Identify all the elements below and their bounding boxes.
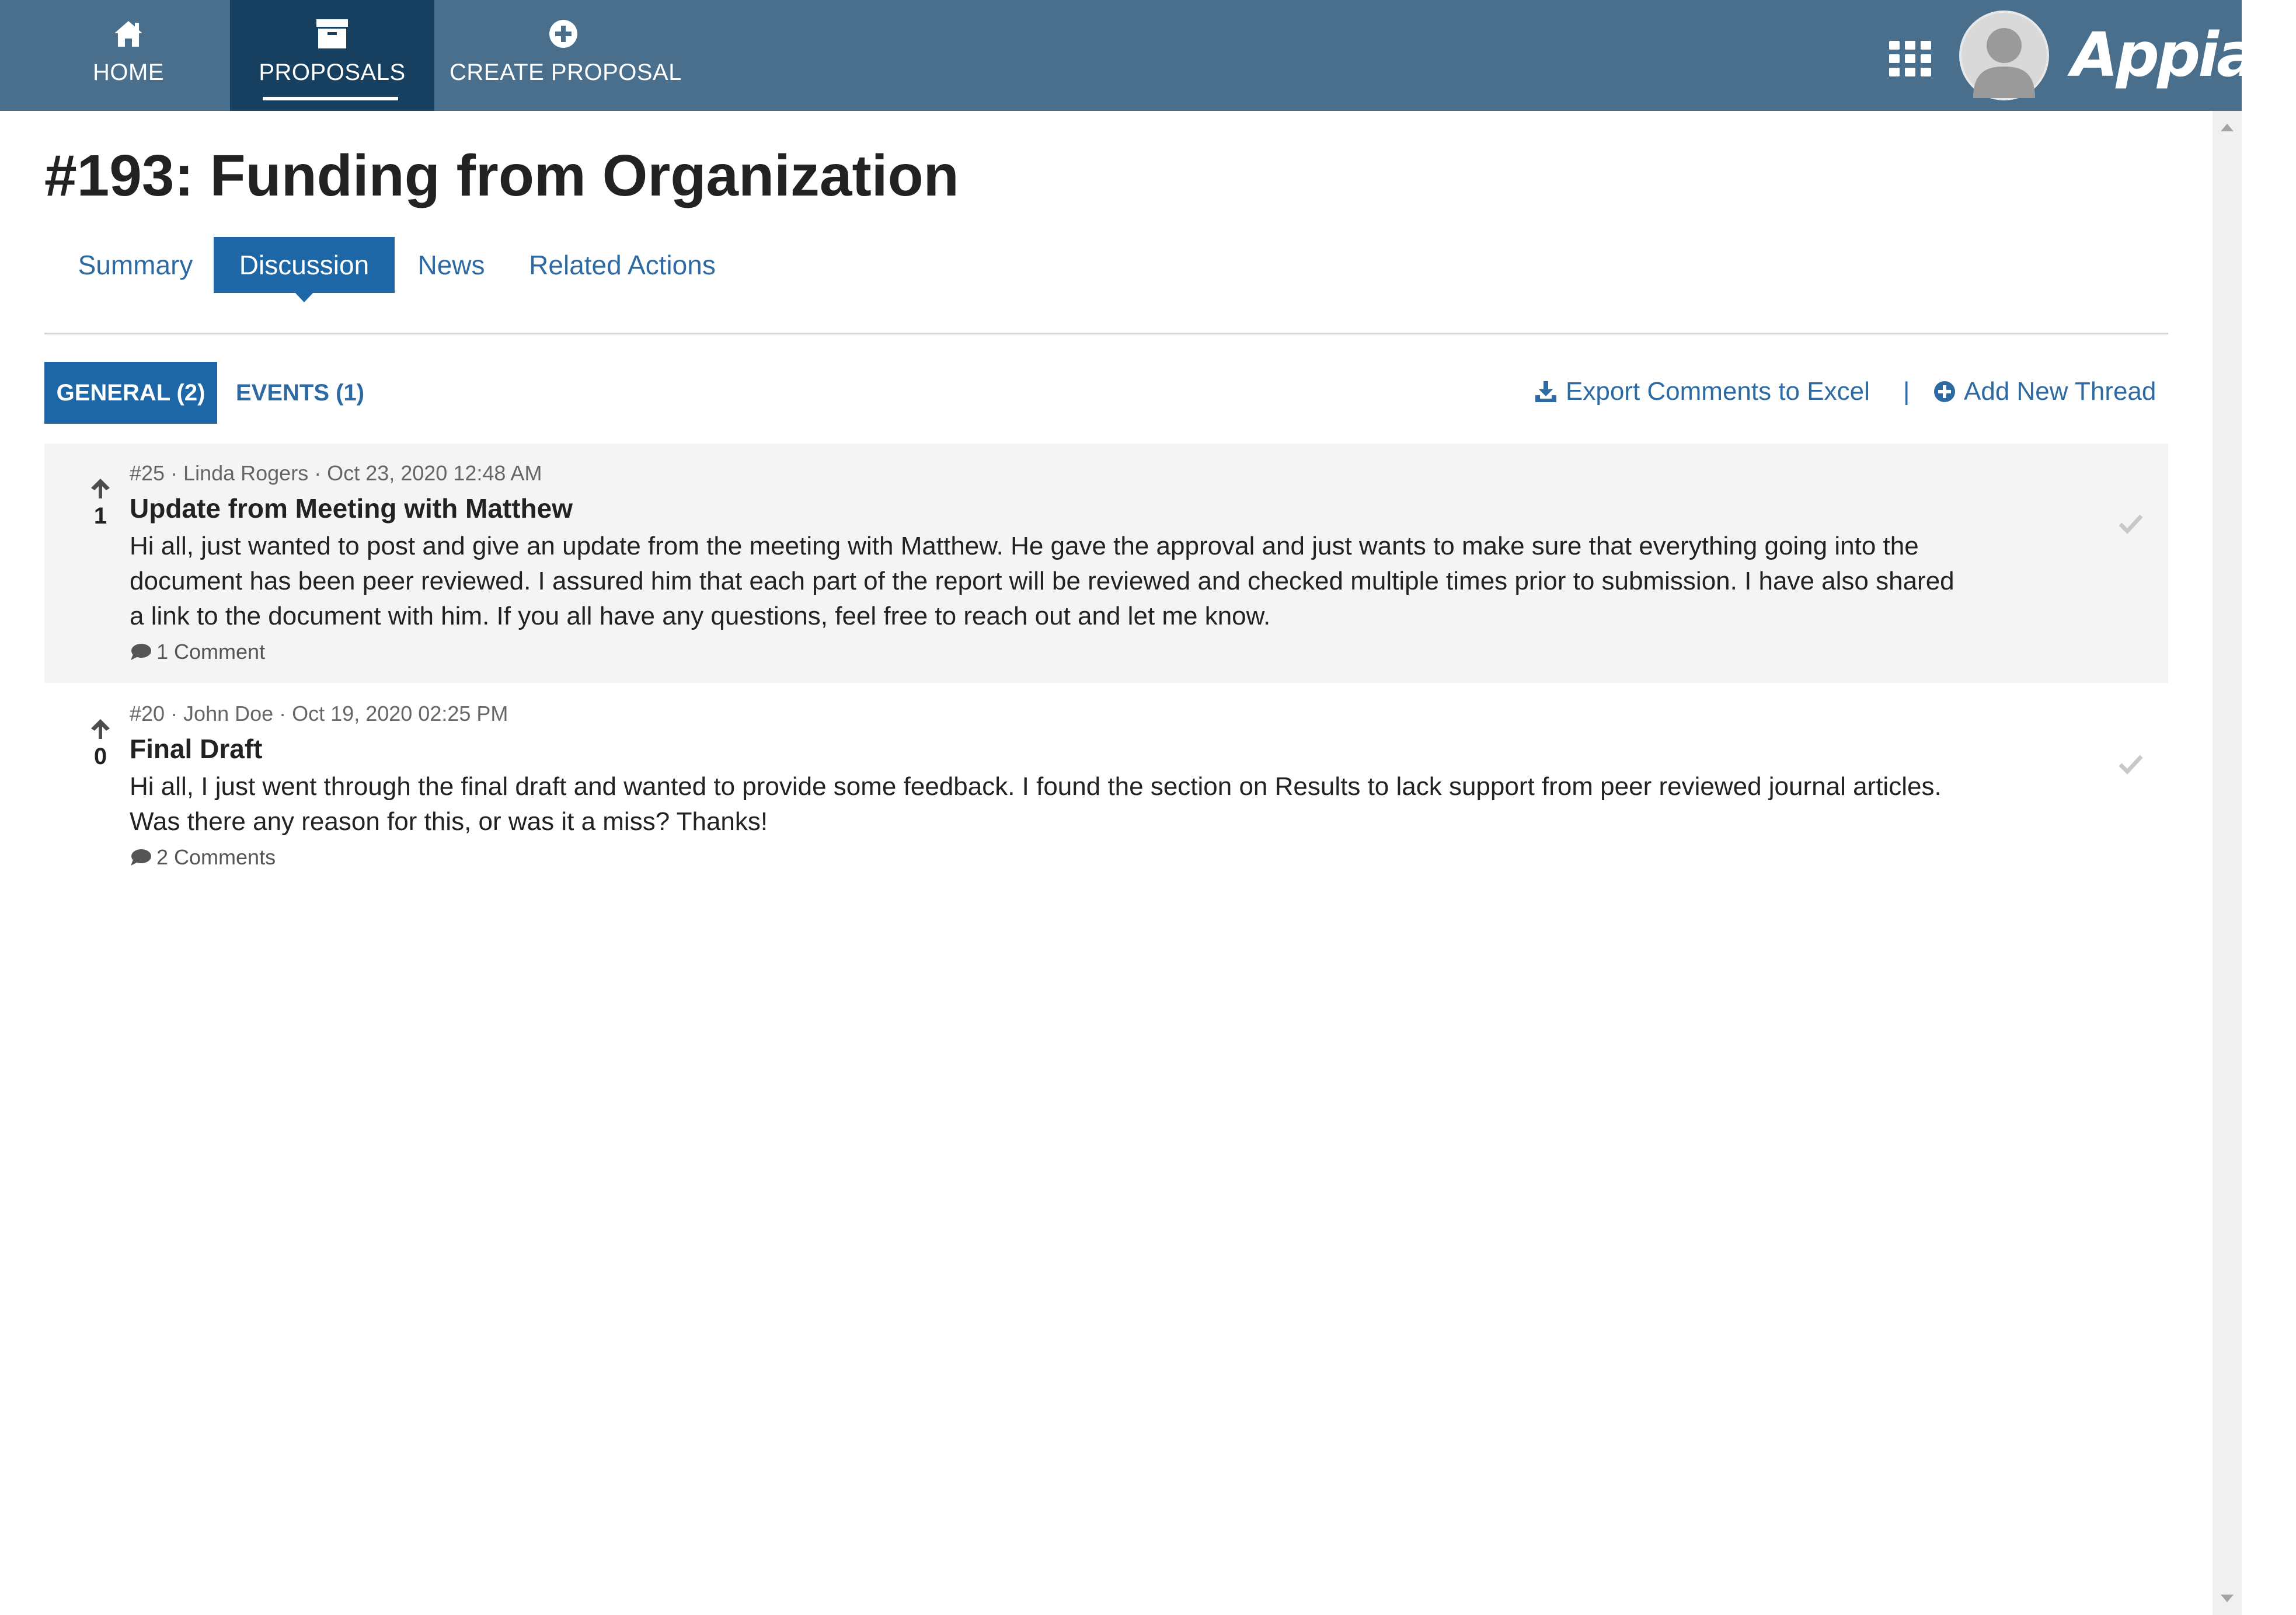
top-navigation-bar — [0, 0, 2296, 111]
export-comments-link[interactable] — [1534, 371, 1870, 412]
thread-meta: #20 · John Doe · Oct 19, 2020 02:25 PM — [130, 702, 508, 725]
thread-meta: #25 · Linda Rogers · Oct 23, 2020 12:48 AM — [130, 461, 542, 485]
nav-proposals[interactable] — [230, 0, 434, 111]
upvote-arrow-icon[interactable] — [89, 717, 112, 740]
tab-related-actions[interactable]: Related Actions — [529, 250, 716, 280]
user-avatar-icon[interactable] — [1959, 11, 2049, 100]
scroll-down-arrow-icon[interactable] — [2221, 1595, 2234, 1602]
download-icon — [1534, 380, 1558, 403]
active-tab-pointer — [295, 293, 313, 302]
comments-count-label: 2 Comments — [156, 845, 276, 869]
apps-grid-icon[interactable] — [1889, 41, 1933, 77]
comments-link[interactable] — [130, 845, 276, 870]
thread-body — [130, 529, 2149, 634]
upvote-arrow-icon[interactable] — [89, 476, 112, 500]
thread-body-line: Hi all, I just went through the final draft and wanted to provide some feedback. I found the section on Results to lack support from peer reviewed journal articles. — [130, 772, 1942, 801]
comments-count-label: 1 Comment — [156, 640, 266, 664]
scroll-up-arrow-icon[interactable] — [2221, 124, 2234, 131]
tab-news[interactable]: News — [417, 250, 485, 280]
add-new-thread-link[interactable] — [1933, 371, 2156, 412]
home-icon — [58, 16, 198, 51]
checkmark-icon[interactable] — [2118, 510, 2144, 536]
thread-title: Update from Meeting with Matthew — [130, 493, 573, 524]
comment-bubble-icon — [130, 643, 152, 661]
archive-box-icon — [230, 16, 434, 51]
subtab-general[interactable]: GENERAL (2) — [44, 362, 217, 424]
plus-circle-icon — [1933, 381, 1956, 403]
vote-control — [84, 476, 117, 529]
vertical-scrollbar[interactable] — [2213, 111, 2242, 1615]
checkmark-icon[interactable] — [2118, 751, 2144, 776]
thread-body-line: Was there any reason for this, or was it a miss? Thanks! — [130, 807, 768, 836]
nav-home[interactable] — [58, 0, 198, 111]
tab-summary[interactable]: Summary — [78, 250, 193, 280]
active-nav-underline — [263, 97, 398, 100]
nav-create-proposal[interactable] — [450, 0, 682, 111]
appian-logo: Appian — [2071, 19, 2296, 90]
discussion-thread[interactable] — [44, 444, 2168, 683]
actions-separator: | — [1903, 377, 1910, 406]
tab-discussion-label: Discussion — [239, 250, 370, 280]
export-comments-label: Export Comments to Excel — [1566, 377, 1870, 406]
thread-body-line: a link to the document with him. If you all have any questions, feel free to reach out and let me know. — [130, 602, 1271, 630]
nav-create-proposal-label: CREATE PROPOSAL — [450, 60, 682, 85]
nav-home-label: HOME — [93, 60, 164, 85]
vote-control — [84, 717, 117, 770]
comments-link[interactable] — [130, 640, 265, 664]
header-divider — [44, 333, 2168, 334]
comment-bubble-icon — [130, 848, 152, 867]
nav-proposals-label: PROPOSALS — [259, 60, 406, 85]
thread-title: Final Draft — [130, 734, 263, 764]
vote-count: 0 — [93, 744, 107, 769]
tab-discussion[interactable] — [214, 237, 395, 293]
plus-circle-icon — [450, 16, 677, 51]
vote-count: 1 — [93, 503, 107, 529]
subtab-events[interactable]: EVENTS (1) — [235, 380, 365, 406]
add-new-thread-label: Add New Thread — [1964, 377, 2156, 406]
discussion-thread[interactable] — [44, 684, 2168, 883]
thread-body-line: Hi all, just wanted to post and give an update from the meeting with Matthew. He gave the approval and just wants to make sure that everything going into the — [130, 532, 1919, 560]
thread-body-line: document has been peer reviewed. I assured him that each part of the report will be reviewed and checked multiple times prior to submission. I have also shared — [130, 567, 1954, 595]
page-title: #193: Funding from Organization — [44, 143, 959, 208]
thread-body — [130, 769, 2149, 839]
